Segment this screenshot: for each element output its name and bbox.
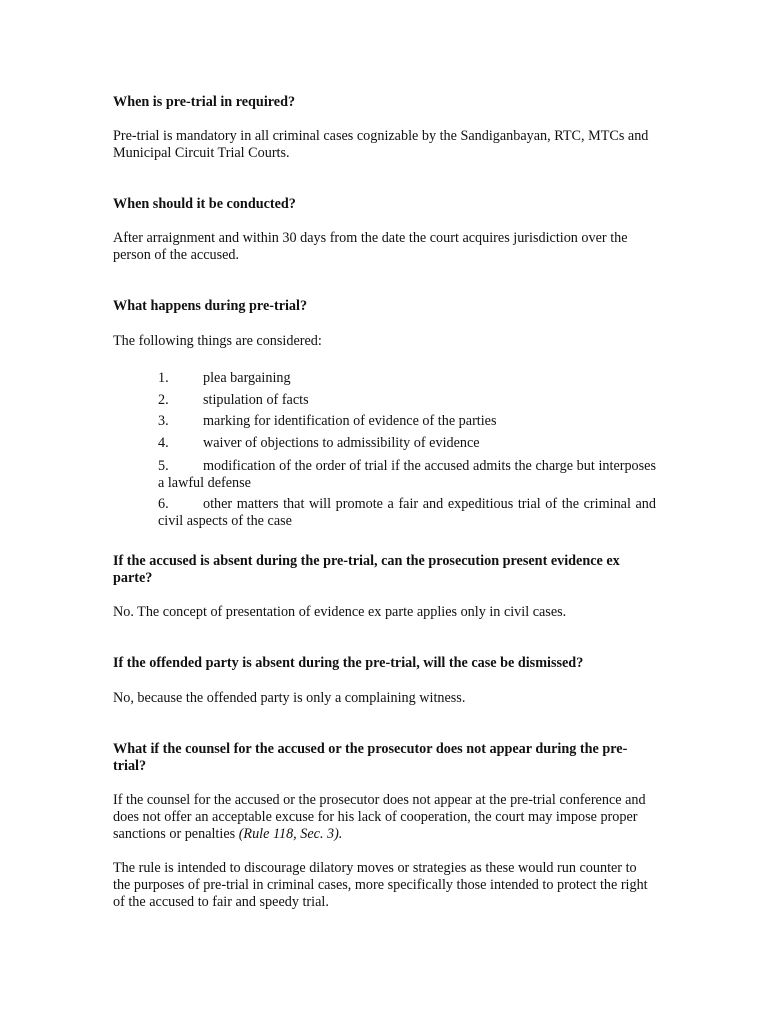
list-item-number: 5. xyxy=(158,458,169,474)
question-heading: What if the counsel for the accused or the prosecutor does not appear during the pre-trial? xyxy=(113,741,628,774)
answer-text: If the counsel for the accused or the prosecutor does not appear at the pre-trial conference and does not offer an acceptable excuse for his lack of cooperation, the court may impose proper sanctions or penalties xyxy=(113,792,646,842)
list-item-number: 3. xyxy=(158,413,169,429)
list-item-text: marking for identification of evidence of the parties xyxy=(203,413,497,429)
list-item xyxy=(158,392,656,409)
list-item xyxy=(158,458,656,492)
answer-paragraph xyxy=(113,792,656,843)
list-item xyxy=(158,435,656,452)
answer-paragraph: No, because the offended party is only a complaining witness. xyxy=(113,690,466,706)
list-item-text: modification of the order of trial if the accused admits the charge but interposes a lawful defense xyxy=(158,458,656,491)
question-heading: When is pre-trial in required? xyxy=(113,94,296,110)
answer-paragraph: The following things are considered: xyxy=(113,333,322,349)
question-heading: When should it be conducted? xyxy=(113,196,296,212)
list-item xyxy=(158,370,656,387)
answer-paragraph: The rule is intended to discourage dilatory moves or strategies as these would run counter to the purposes of pre-trial in criminal cases, more specifically those intended to protect the right of the accused to fair and speedy trial. xyxy=(113,860,648,910)
list-item-number: 1. xyxy=(158,370,169,386)
list-item-text: other matters that will promote a fair and expeditious trial of the criminal and civil aspects of the case xyxy=(158,496,656,529)
list-item-number: 4. xyxy=(158,435,169,451)
question-heading: If the offended party is absent during the pre-trial, will the case be dismissed? xyxy=(113,655,584,671)
rule-citation: (Rule 118, Sec. 3). xyxy=(238,826,343,842)
question-heading: If the accused is absent during the pre-trial, can the prosecution present evidence ex parte? xyxy=(113,553,620,586)
list-item-text: waiver of objections to admissibility of evidence xyxy=(203,435,480,451)
list-item-number: 6. xyxy=(158,496,169,512)
answer-paragraph: After arraignment and within 30 days from the date the court acquires jurisdiction over the person of the accused. xyxy=(113,230,628,263)
question-heading: What happens during pre-trial? xyxy=(113,298,308,314)
list-item-text: plea bargaining xyxy=(203,370,291,386)
list-item xyxy=(158,413,656,430)
list-item xyxy=(158,496,656,530)
list-item-text: stipulation of facts xyxy=(203,392,309,408)
answer-paragraph: No. The concept of presentation of evidence ex parte applies only in civil cases. xyxy=(113,604,567,620)
answer-paragraph: Pre-trial is mandatory in all criminal cases cognizable by the Sandiganbayan, RTC, MTCs and Municipal Circuit Trial Courts. xyxy=(113,128,649,161)
list-item-number: 2. xyxy=(158,392,169,408)
